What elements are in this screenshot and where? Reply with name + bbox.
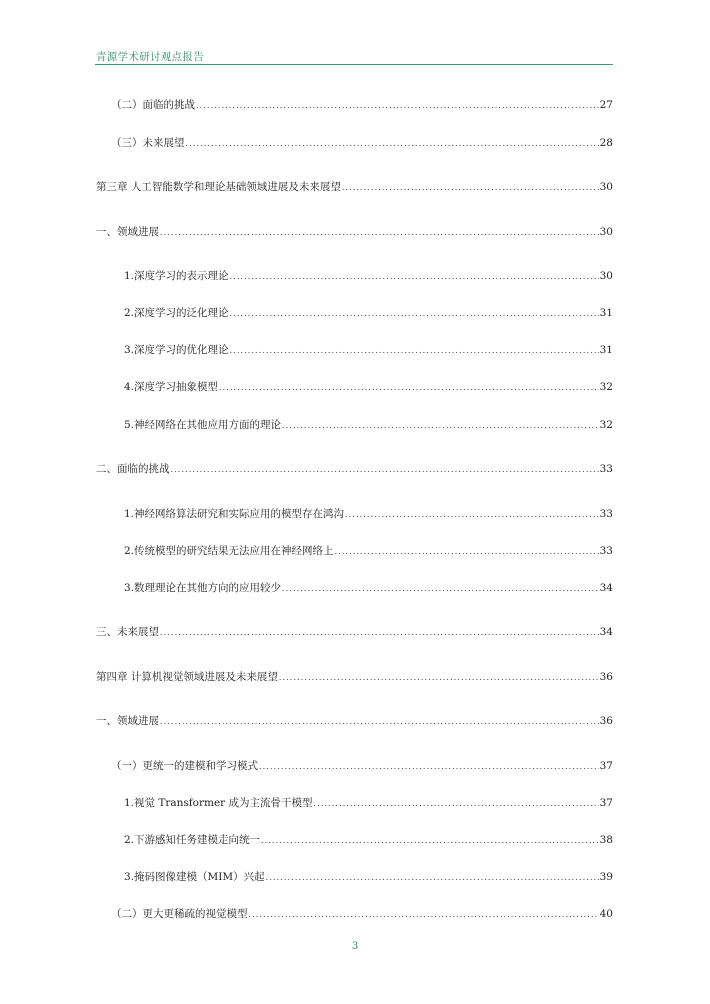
toc-entry[interactable]	[96, 180, 613, 195]
toc-entry-page: 31	[599, 344, 613, 356]
toc-entry-label: 3.掩码图像建模（MIM）兴起	[124, 871, 265, 883]
dot-leader	[230, 307, 599, 321]
toc-entry-page: 30	[599, 181, 613, 193]
dot-leader	[279, 671, 599, 685]
toc-entry-label: 2.下游感知任务建模走向统一	[124, 834, 261, 846]
toc-entry-page: 39	[599, 871, 613, 883]
toc-entry-page: 30	[599, 226, 613, 238]
dot-leader	[259, 760, 599, 774]
toc-entry-page: 33	[599, 508, 613, 520]
toc-entry-label: 3.数理理论在其他方向的应用较少	[124, 582, 282, 594]
report-title: 青源学术研讨观点报告	[96, 51, 204, 63]
toc-entry-page: 36	[599, 715, 613, 727]
dot-leader	[342, 181, 599, 195]
toc-entry[interactable]	[96, 462, 613, 477]
toc-entry-label: 2.传统模型的研究结果无法应用在神经网络上	[124, 545, 334, 557]
toc-entry-label: 5.神经网络在其他应用方面的理论	[124, 419, 282, 431]
toc-entry-label: 1.深度学习的表示理论	[124, 270, 229, 282]
toc-entry-page: 34	[599, 582, 613, 594]
toc-entry-page: 40	[599, 908, 613, 920]
dot-leader	[282, 582, 599, 596]
toc-entry-label: 3.深度学习的优化理论	[124, 344, 229, 356]
toc-entry-label: 1.神经网络算法研究和实际应用的模型存在鸿沟	[124, 508, 345, 520]
toc-entry[interactable]	[96, 670, 613, 685]
toc-entry-page: 37	[599, 797, 613, 809]
dot-leader	[249, 908, 599, 922]
toc-entry-page: 34	[599, 626, 613, 638]
toc-entry[interactable]	[124, 269, 613, 284]
toc-entry[interactable]	[124, 870, 613, 885]
toc-entry[interactable]	[124, 418, 613, 433]
toc-entry-page: 37	[599, 760, 613, 772]
toc-entry[interactable]	[96, 714, 613, 729]
page-number: 3	[351, 941, 359, 952]
dot-leader	[261, 834, 599, 848]
toc-entry-page: 31	[599, 307, 613, 319]
toc-entry-page: 32	[599, 381, 613, 393]
toc-entry[interactable]	[124, 507, 613, 522]
dot-leader	[196, 99, 599, 113]
toc-entry-page: 27	[599, 99, 613, 111]
toc-entry-label: 4.深度学习抽象模型	[124, 381, 219, 393]
dot-leader	[160, 715, 599, 729]
toc-entry[interactable]	[111, 759, 613, 774]
toc-entry-label: 一、领域进展	[96, 715, 159, 727]
toc-entry-label: 第三章 人工智能数学和理论基础领域进展及未来展望	[96, 181, 341, 193]
toc-entry-label: 1.视觉 Transformer 成为主流骨干模型	[124, 797, 313, 809]
toc-entry-page: 33	[599, 545, 613, 557]
toc-entry-page: 33	[599, 463, 613, 475]
toc-entry[interactable]	[124, 306, 613, 321]
dot-leader	[160, 226, 599, 240]
toc-entry[interactable]	[124, 380, 613, 395]
toc-entry-label: 一、领域进展	[96, 226, 159, 238]
toc-entry-label: 二、面临的挑战	[96, 463, 170, 475]
toc-entry-page: 32	[599, 419, 613, 431]
toc-entry-page: 38	[599, 834, 613, 846]
dot-leader	[282, 419, 599, 433]
toc-entry[interactable]	[111, 907, 613, 922]
dot-leader	[160, 626, 599, 640]
dot-leader	[266, 871, 599, 885]
dot-leader	[230, 344, 599, 358]
toc-entry[interactable]	[124, 343, 613, 358]
toc-entry-label: 第四章 计算机视觉领域进展及未来展望	[96, 671, 278, 683]
dot-leader	[186, 137, 599, 151]
dot-leader	[345, 508, 599, 522]
dot-leader	[230, 270, 599, 284]
toc-entry-label: 三、未来展望	[96, 626, 159, 638]
toc-entry-label: （二）面临的挑战	[111, 99, 195, 111]
toc-entry[interactable]	[124, 581, 613, 596]
toc-entry[interactable]	[96, 225, 613, 240]
dot-leader	[335, 545, 599, 559]
toc-entry-label: （一）更统一的建模和学习模式	[111, 760, 258, 772]
toc-entry-label: （三）未来展望	[111, 137, 185, 149]
toc-entry[interactable]	[124, 544, 613, 559]
toc-entry[interactable]	[111, 98, 613, 113]
toc-entry[interactable]	[124, 796, 613, 811]
dot-leader	[314, 797, 599, 811]
toc-entry-page: 30	[599, 270, 613, 282]
toc-entry-page: 28	[599, 137, 613, 149]
toc-entry[interactable]	[124, 833, 613, 848]
dot-leader	[219, 381, 599, 395]
toc-entry[interactable]	[111, 136, 613, 151]
dot-leader	[171, 463, 599, 477]
toc-entry[interactable]	[96, 625, 613, 640]
toc-entry-label: （二）更大更稀疏的视觉模型	[111, 908, 248, 920]
toc-entry-label: 2.深度学习的泛化理论	[124, 307, 229, 319]
toc-entry-page: 36	[599, 671, 613, 683]
